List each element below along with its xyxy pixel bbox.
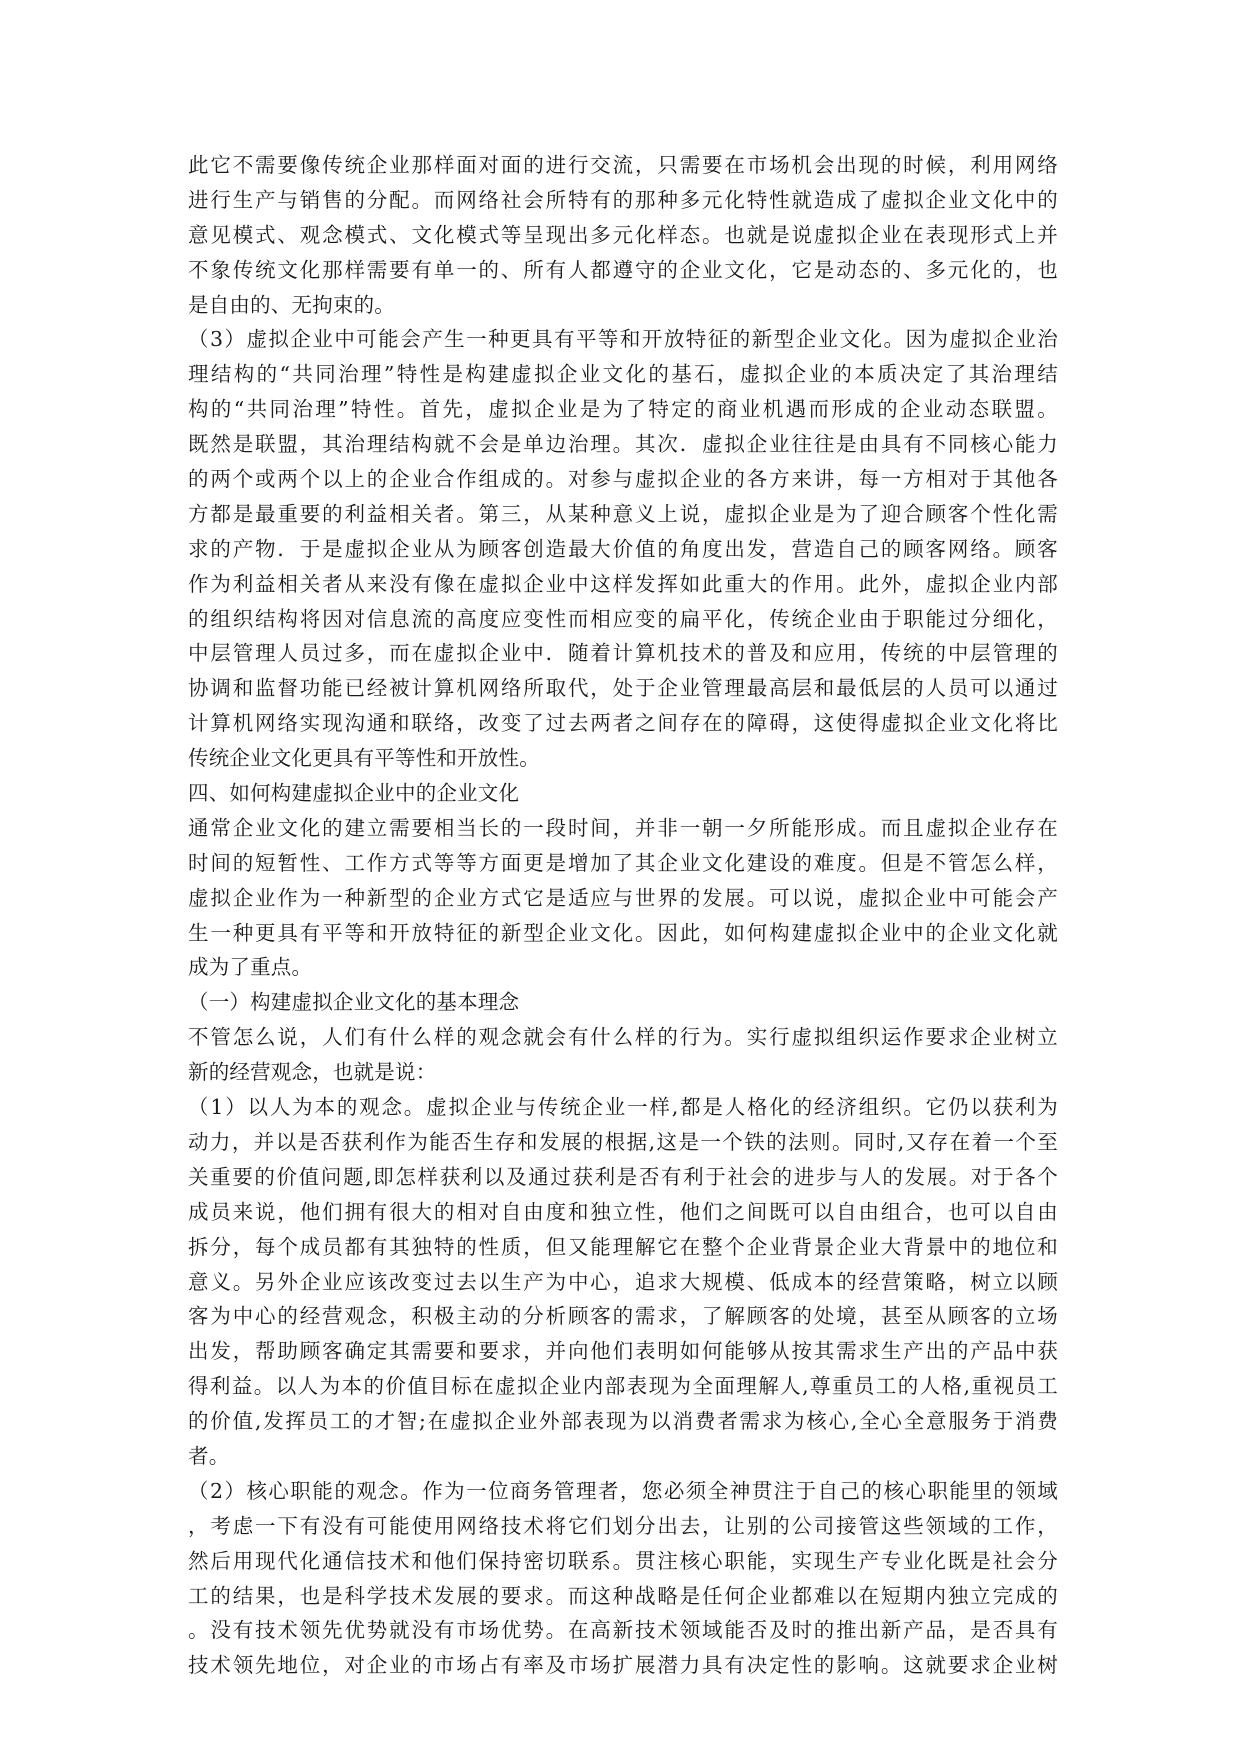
text-line: 协调和监督功能已经被计算机网络所取代，处于企业管理最高层和最低层的人员可以通过 — [188, 676, 1058, 701]
text-line: 成员来说，他们拥有很大的相对自由度和独立性，他们之间既可以自由组合，也可以自由 — [188, 1199, 1058, 1224]
text-line: 此它不需要像传统企业那样面对面的进行交流，只需要在市场机会出现的时候，利用网络 — [188, 153, 1058, 177]
text-line: 中层管理人员过多，而在虚拟企业中．随着计算机技术的普及和应用，传统的中层管理的 — [188, 641, 1058, 666]
text-line: 方都是最重要的利益相关者。第三，从某种意义上说，虚拟企业是为了迎合顾客个性化需 — [188, 501, 1058, 526]
text-line: 工的结果，也是科学技术发展的要求。而这种战略是任何企业都难以在短期内独立完成的 — [188, 1583, 1058, 1608]
text-line: （2）核心职能的观念。作为一位商务管理者，您必须全神贯注于自己的核心职能里的领域 — [188, 1478, 1058, 1503]
text-line: 意见模式、观念模式、文化模式等呈现出多元化样态。也就是说虚拟企业在表现形式上并 — [188, 222, 1058, 247]
text-line: 的两个或两个以上的企业合作组成的。对参与虚拟企业的各方来讲，每一方相对于其他各 — [188, 467, 1058, 492]
text-line: 客为中心的经营观念，积极主动的分析顾客的需求，了解顾客的处境，甚至从顾客的立场 — [188, 1304, 1058, 1329]
text-line: 构的“共同治理”特性。首先，虚拟企业是为了特定的商业机遇而形成的企业动态联盟。 — [188, 397, 1058, 422]
text-line: 进行生产与销售的分配。而网络社会所特有的那种多元化特性就造成了虚拟企业文化中的 — [188, 187, 1058, 212]
text-line: 求的产物．于是虚拟企业从为顾客创造最大价值的角度出发，营造自己的顾客网络。顾客 — [188, 536, 1058, 561]
text-line: 的价值,发挥员工的才智;在虚拟企业外部表现为以消费者需求为核心,全心全意服务于消费 — [188, 1409, 1058, 1434]
text-line: 出发，帮助顾客确定其需要和要求，并向他们表明如何能够从按其需求生产出的产品中获 — [188, 1339, 1058, 1364]
document-body — [188, 148, 1058, 1683]
text-line: 新的经营观念，也就是说： — [188, 1060, 437, 1085]
text-line: 的组织结构将因对信息流的高度应变性而相应变的扁平化，传统企业由于职能过分细化， — [188, 606, 1058, 631]
text-line: 虚拟企业作为一种新型的企业方式它是适应与世界的发展。可以说，虚拟企业中可能会产 — [188, 885, 1058, 910]
text-line: 计算机网络实现沟通和联络，改变了过去两者之间存在的障碍，这使得虚拟企业文化将比 — [188, 711, 1058, 736]
text-line: （3）虚拟企业中可能会产生一种更具有平等和开放特征的新型企业文化。因为虚拟企业治 — [188, 327, 1058, 352]
text-line: 既然是联盟，其治理结构就不会是单边治理。其次．虚拟企业往往是由具有不同核心能力 — [188, 432, 1058, 457]
text-line: 作为利益相关者从来没有像在虚拟企业中这样发挥如此重大的作用。此外，虚拟企业内部 — [188, 571, 1058, 596]
text-line: 成为了重点。 — [188, 955, 313, 980]
text-line: 拆分，每个成员都有其独特的性质，但又能理解它在整个企业背景企业大背景中的地位和 — [188, 1234, 1058, 1259]
text-line: 得利益。以人为本的价值目标在虚拟企业内部表现为全面理解人,尊重员工的人格,重视员工 — [188, 1374, 1058, 1399]
text-line: 是自由的、无拘束的。 — [188, 292, 395, 317]
text-line: （1）以人为本的观念。虚拟企业与传统企业一样,都是人格化的经济组织。它仍以获利为 — [188, 1095, 1058, 1120]
text-line: 理结构的“共同治理”特性是构建虚拟企业文化的基石，虚拟企业的本质决定了其治理结 — [188, 362, 1058, 387]
text-line: 者。 — [188, 1443, 230, 1468]
text-line: ，考虑一下有没有可能使用网络技术将它们划分出去，让别的公司接管这些领域的工作， — [188, 1513, 1058, 1538]
text-line: 意义。另外企业应该改变过去以生产为中心，追求大规模、低成本的经营策略，树立以顾 — [188, 1269, 1058, 1294]
text-line: 关重要的价值问题,即怎样获利以及通过获利是否有利于社会的进步与人的发展。对于各个 — [188, 1164, 1058, 1189]
text-line: 传统企业文化更具有平等性和开放性。 — [188, 746, 540, 771]
text-line: 生一种更具有平等和开放特征的新型企业文化。因此，如何构建虚拟企业中的企业文化就 — [188, 920, 1058, 945]
text-line: 。没有技术领先优势就没有市场优势。在高新技术领域能否及时的推出新产品，是否具有 — [188, 1618, 1058, 1643]
text-line: 技术领先地位，对企业的市场占有率及市场扩展潜力具有决定性的影响。这就要求企业树 — [188, 1653, 1058, 1678]
text-line: 不管怎么说，人们有什么样的观念就会有什么样的行为。实行虚拟组织运作要求企业树立 — [188, 1025, 1058, 1050]
text-line: 动力，并以是否获利作为能否生存和发展的根据,这是一个铁的法则。同时,又存在着一个至 — [188, 1129, 1058, 1154]
text-line: 然后用现代化通信技术和他们保持密切联系。贯注核心职能，实现生产专业化既是社会分 — [188, 1548, 1058, 1573]
text-line: 时间的短暂性、工作方式等等方面更是增加了其企业文化建设的难度。但是不管怎么样， — [188, 850, 1058, 875]
subsection-heading: （一）构建虚拟企业文化的基本理念 — [188, 990, 520, 1015]
section-heading: 四、如何构建虚拟企业中的企业文化 — [188, 781, 520, 806]
text-line: 通常企业文化的建立需要相当长的一段时间，并非一朝一夕所能形成。而且虚拟企业存在 — [188, 815, 1058, 840]
text-line: 不象传统文化那样需要有单一的、所有人都遵守的企业文化，它是动态的、多元化的，也 — [188, 257, 1058, 282]
